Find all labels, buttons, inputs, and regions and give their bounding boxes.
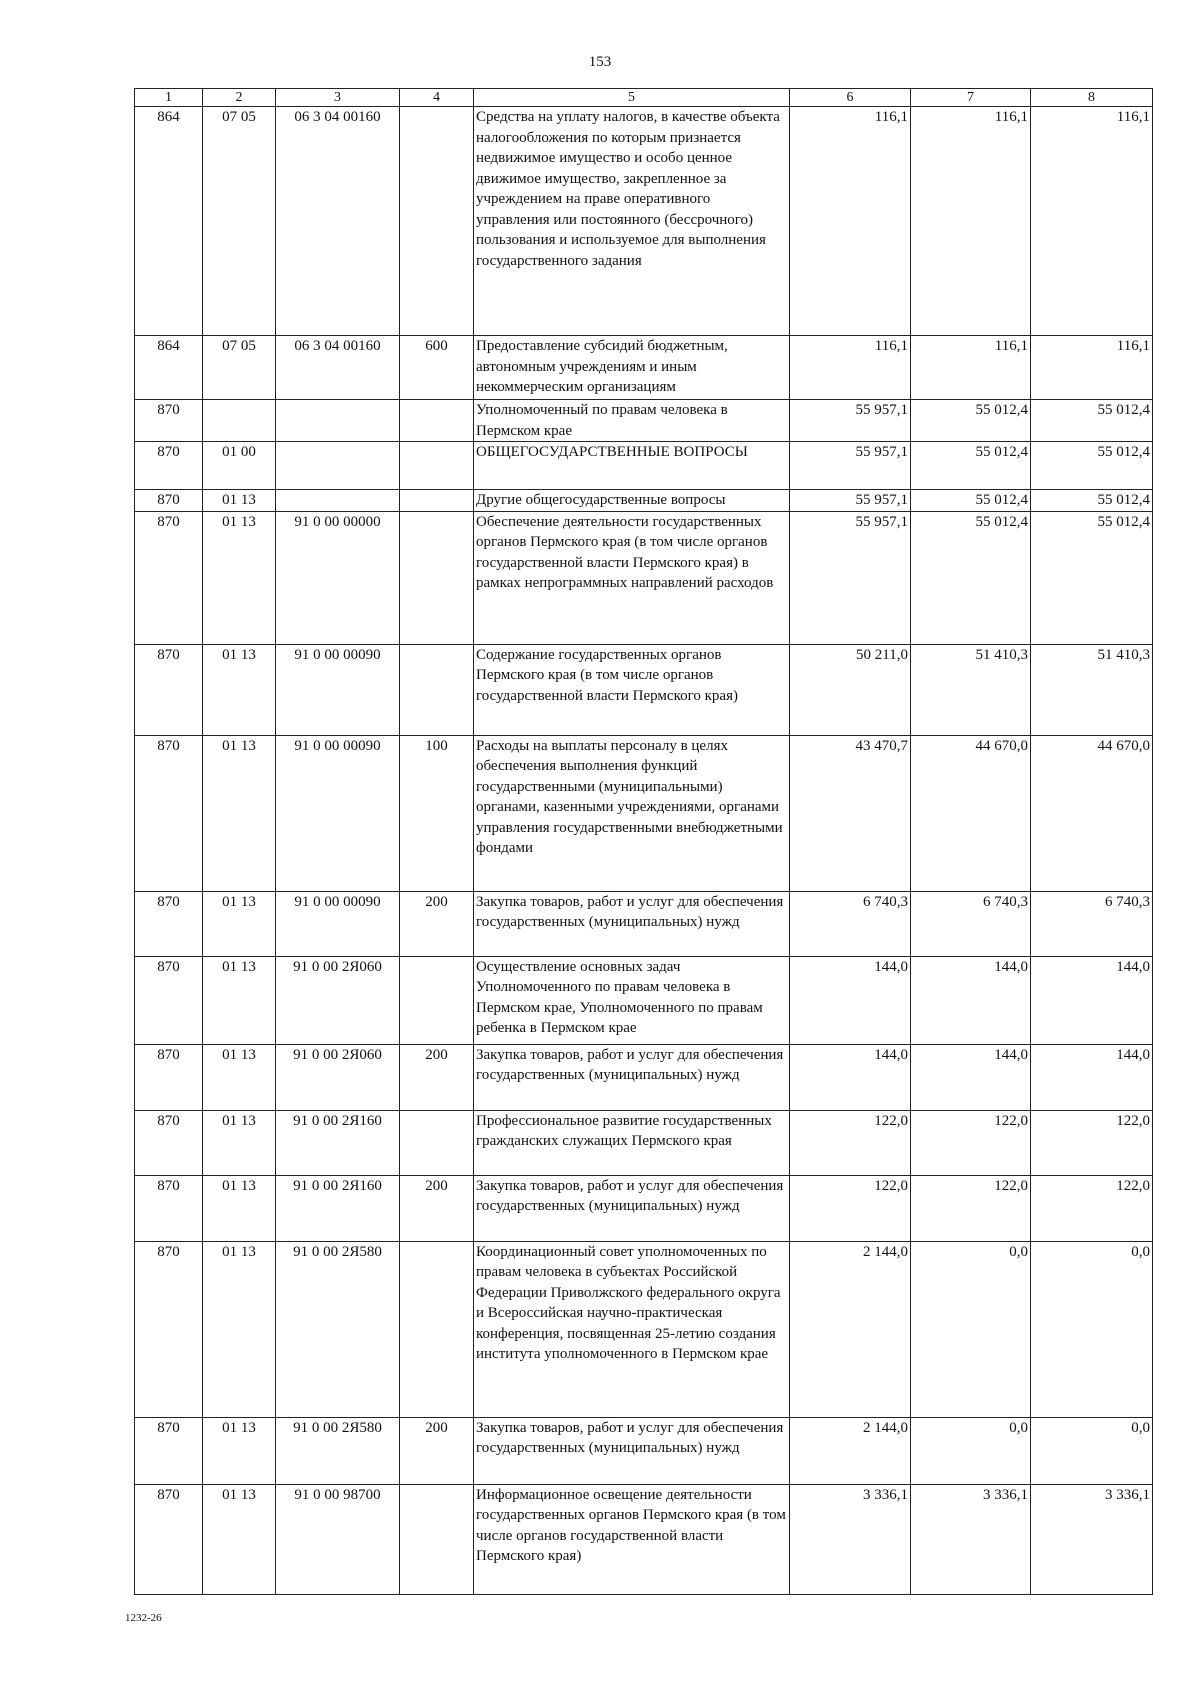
cell-ved: 870: [135, 956, 203, 1044]
cell-vr: [400, 1484, 474, 1594]
cell-value-year1: 55 957,1: [790, 400, 911, 442]
cell-name: Уполномоченный по правам человека в Пермском крае: [474, 400, 790, 442]
cell-name: Закупка товаров, работ и услуг для обеспечения государственных (муниципальных) нужд: [474, 891, 790, 956]
cell-value-year2: 6 740,3: [911, 891, 1031, 956]
cell-vr: 200: [400, 891, 474, 956]
cell-vr: [400, 107, 474, 336]
cell-csr: 91 0 00 98700: [276, 1484, 400, 1594]
cell-value-year3: 122,0: [1031, 1175, 1153, 1241]
header-cell: 6: [790, 89, 911, 107]
cell-value-year1: 55 957,1: [790, 511, 911, 644]
table-row: [135, 511, 1153, 644]
cell-name: Закупка товаров, работ и услуг для обеспечения государственных (муниципальных) нужд: [474, 1044, 790, 1110]
cell-razd: 01 13: [203, 490, 276, 512]
cell-name: Профессиональное развитие государственных гражданских служащих Пермского края: [474, 1110, 790, 1175]
cell-value-year1: 122,0: [790, 1175, 911, 1241]
cell-name: Информационное освещение деятельности государственных органов Пермского края (в том числе органов государственной власти Пермского края): [474, 1484, 790, 1594]
cell-value-year1: 6 740,3: [790, 891, 911, 956]
budget-table: [134, 88, 1153, 1595]
cell-name: Предоставление субсидий бюджетным, автономным учреждениям и иным некоммерческим организациям: [474, 336, 790, 400]
cell-ved: 870: [135, 735, 203, 891]
cell-value-year3: 116,1: [1031, 107, 1153, 336]
cell-csr: 91 0 00 00090: [276, 644, 400, 735]
header-cell: 1: [135, 89, 203, 107]
cell-value-year3: 55 012,4: [1031, 442, 1153, 490]
cell-name: Средства на уплату налогов, в качестве объекта налогообложения по которым признается недвижимое имущество и особо ценное движимое имущество, закрепленное за учреждением на праве оперативного управления или постоянного (бессрочного) пользования и используемое для выполнения государственного задания: [474, 107, 790, 336]
cell-razd: 07 05: [203, 107, 276, 336]
cell-csr: 91 0 00 2Я580: [276, 1417, 400, 1484]
table-row: [135, 442, 1153, 490]
table-row: [135, 891, 1153, 956]
table-row: [135, 644, 1153, 735]
cell-value-year3: 55 012,4: [1031, 511, 1153, 644]
header-cell: 5: [474, 89, 790, 107]
cell-razd: 01 13: [203, 1110, 276, 1175]
table-row: [135, 1175, 1153, 1241]
cell-csr: 91 0 00 2Я160: [276, 1175, 400, 1241]
cell-csr: 06 3 04 00160: [276, 336, 400, 400]
cell-value-year2: 122,0: [911, 1110, 1031, 1175]
cell-value-year3: 144,0: [1031, 956, 1153, 1044]
cell-value-year1: 122,0: [790, 1110, 911, 1175]
cell-value-year1: 144,0: [790, 956, 911, 1044]
cell-vr: 100: [400, 735, 474, 891]
cell-vr: [400, 956, 474, 1044]
cell-razd: 01 00: [203, 442, 276, 490]
cell-value-year1: 144,0: [790, 1044, 911, 1110]
cell-value-year1: 50 211,0: [790, 644, 911, 735]
cell-razd: 01 13: [203, 891, 276, 956]
cell-value-year3: 116,1: [1031, 336, 1153, 400]
cell-ved: 870: [135, 490, 203, 512]
cell-ved: 870: [135, 1175, 203, 1241]
cell-ved: 870: [135, 1110, 203, 1175]
table-row: [135, 336, 1153, 400]
table-row: [135, 1241, 1153, 1417]
cell-ved: 870: [135, 442, 203, 490]
table-row: [135, 735, 1153, 891]
cell-value-year3: 0,0: [1031, 1417, 1153, 1484]
cell-vr: 200: [400, 1417, 474, 1484]
table-row: [135, 1044, 1153, 1110]
cell-csr: [276, 400, 400, 442]
cell-razd: 01 13: [203, 1241, 276, 1417]
cell-name: Осуществление основных задач Уполномоченного по правам человека в Пермском крае, Уполномоченного по правам ребенка в Пермском крае: [474, 956, 790, 1044]
cell-name: Координационный совет уполномоченных по правам человека в субъектах Российской Федерации Приволжского федерального округа и Всероссийская научно-практическая конференция, посвященная 25-летию создания института уполномоченного в Пермском крае: [474, 1241, 790, 1417]
table-row: [135, 400, 1153, 442]
cell-value-year1: 55 957,1: [790, 490, 911, 512]
cell-ved: 864: [135, 107, 203, 336]
cell-vr: [400, 511, 474, 644]
header-cell: 3: [276, 89, 400, 107]
cell-value-year1: 2 144,0: [790, 1417, 911, 1484]
cell-value-year2: 144,0: [911, 956, 1031, 1044]
cell-value-year3: 55 012,4: [1031, 490, 1153, 512]
cell-razd: [203, 400, 276, 442]
cell-csr: 91 0 00 2Я580: [276, 1241, 400, 1417]
cell-csr: [276, 442, 400, 490]
cell-value-year1: 43 470,7: [790, 735, 911, 891]
cell-razd: 01 13: [203, 1175, 276, 1241]
cell-razd: 01 13: [203, 511, 276, 644]
cell-value-year1: 116,1: [790, 336, 911, 400]
cell-name: Закупка товаров, работ и услуг для обеспечения государственных (муниципальных) нужд: [474, 1175, 790, 1241]
table-row: [135, 1484, 1153, 1594]
page-number: 153: [588, 54, 612, 70]
cell-vr: 600: [400, 336, 474, 400]
cell-value-year3: 0,0: [1031, 1241, 1153, 1417]
header-cell: 2: [203, 89, 276, 107]
cell-value-year1: 116,1: [790, 107, 911, 336]
cell-razd: 01 13: [203, 735, 276, 891]
cell-value-year2: 116,1: [911, 107, 1031, 336]
header-row: [135, 89, 1153, 107]
cell-value-year3: 3 336,1: [1031, 1484, 1153, 1594]
cell-name: Содержание государственных органов Пермского края (в том числе органов государственной власти Пермского края): [474, 644, 790, 735]
cell-value-year3: 51 410,3: [1031, 644, 1153, 735]
cell-vr: [400, 1110, 474, 1175]
cell-value-year1: 3 336,1: [790, 1484, 911, 1594]
cell-ved: 870: [135, 1417, 203, 1484]
cell-ved: 870: [135, 1241, 203, 1417]
cell-razd: 07 05: [203, 336, 276, 400]
cell-value-year3: 55 012,4: [1031, 400, 1153, 442]
cell-vr: [400, 442, 474, 490]
cell-razd: 01 13: [203, 1484, 276, 1594]
cell-value-year2: 116,1: [911, 336, 1031, 400]
cell-csr: 91 0 00 2Я160: [276, 1110, 400, 1175]
cell-csr: 91 0 00 00090: [276, 735, 400, 891]
cell-csr: 91 0 00 2Я060: [276, 956, 400, 1044]
cell-vr: 200: [400, 1175, 474, 1241]
cell-vr: [400, 1241, 474, 1417]
cell-value-year2: 0,0: [911, 1417, 1031, 1484]
cell-name: Обеспечение деятельности государственных органов Пермского края (в том числе органов государственной власти Пермского края) в рамках непрограммных направлений расходов: [474, 511, 790, 644]
cell-name: Закупка товаров, работ и услуг для обеспечения государственных (муниципальных) нужд: [474, 1417, 790, 1484]
cell-value-year1: 2 144,0: [790, 1241, 911, 1417]
table-body: [135, 107, 1153, 1595]
cell-value-year2: 0,0: [911, 1241, 1031, 1417]
cell-value-year2: 55 012,4: [911, 511, 1031, 644]
cell-vr: [400, 400, 474, 442]
cell-razd: 01 13: [203, 1417, 276, 1484]
cell-name: ОБЩЕГОСУДАРСТВЕННЫЕ ВОПРОСЫ: [474, 442, 790, 490]
table-row: [135, 1417, 1153, 1484]
cell-value-year2: 51 410,3: [911, 644, 1031, 735]
cell-ved: 870: [135, 511, 203, 644]
cell-csr: 06 3 04 00160: [276, 107, 400, 336]
cell-name: Другие общегосударственные вопросы: [474, 490, 790, 512]
header-cell: 7: [911, 89, 1031, 107]
cell-vr: [400, 490, 474, 512]
cell-value-year3: 44 670,0: [1031, 735, 1153, 891]
cell-value-year3: 144,0: [1031, 1044, 1153, 1110]
cell-name: Расходы на выплаты персоналу в целях обеспечения выполнения функций государственными (муниципальными) органами, казенными учреждениями, органами управления государственными внебюджетными фондами: [474, 735, 790, 891]
cell-razd: 01 13: [203, 1044, 276, 1110]
cell-ved: 870: [135, 891, 203, 956]
cell-value-year2: 55 012,4: [911, 442, 1031, 490]
cell-vr: 200: [400, 1044, 474, 1110]
cell-ved: 864: [135, 336, 203, 400]
cell-value-year2: 144,0: [911, 1044, 1031, 1110]
cell-razd: 01 13: [203, 644, 276, 735]
document-code: 1232-26: [125, 1612, 162, 1624]
cell-ved: 870: [135, 1484, 203, 1594]
cell-csr: [276, 490, 400, 512]
cell-value-year3: 6 740,3: [1031, 891, 1153, 956]
cell-csr: 91 0 00 2Я060: [276, 1044, 400, 1110]
cell-csr: 91 0 00 00000: [276, 511, 400, 644]
cell-vr: [400, 644, 474, 735]
cell-ved: 870: [135, 400, 203, 442]
cell-value-year2: 55 012,4: [911, 490, 1031, 512]
header-cell: 8: [1031, 89, 1153, 107]
cell-value-year2: 44 670,0: [911, 735, 1031, 891]
cell-ved: 870: [135, 644, 203, 735]
cell-value-year3: 122,0: [1031, 1110, 1153, 1175]
cell-value-year1: 55 957,1: [790, 442, 911, 490]
table-row: [135, 1110, 1153, 1175]
cell-csr: 91 0 00 00090: [276, 891, 400, 956]
cell-value-year2: 55 012,4: [911, 400, 1031, 442]
cell-ved: 870: [135, 1044, 203, 1110]
table-row: [135, 956, 1153, 1044]
header-cell: 4: [400, 89, 474, 107]
cell-value-year2: 3 336,1: [911, 1484, 1031, 1594]
table-row: [135, 107, 1153, 336]
cell-value-year2: 122,0: [911, 1175, 1031, 1241]
cell-razd: 01 13: [203, 956, 276, 1044]
table-row: [135, 490, 1153, 512]
table-header: [135, 89, 1153, 107]
